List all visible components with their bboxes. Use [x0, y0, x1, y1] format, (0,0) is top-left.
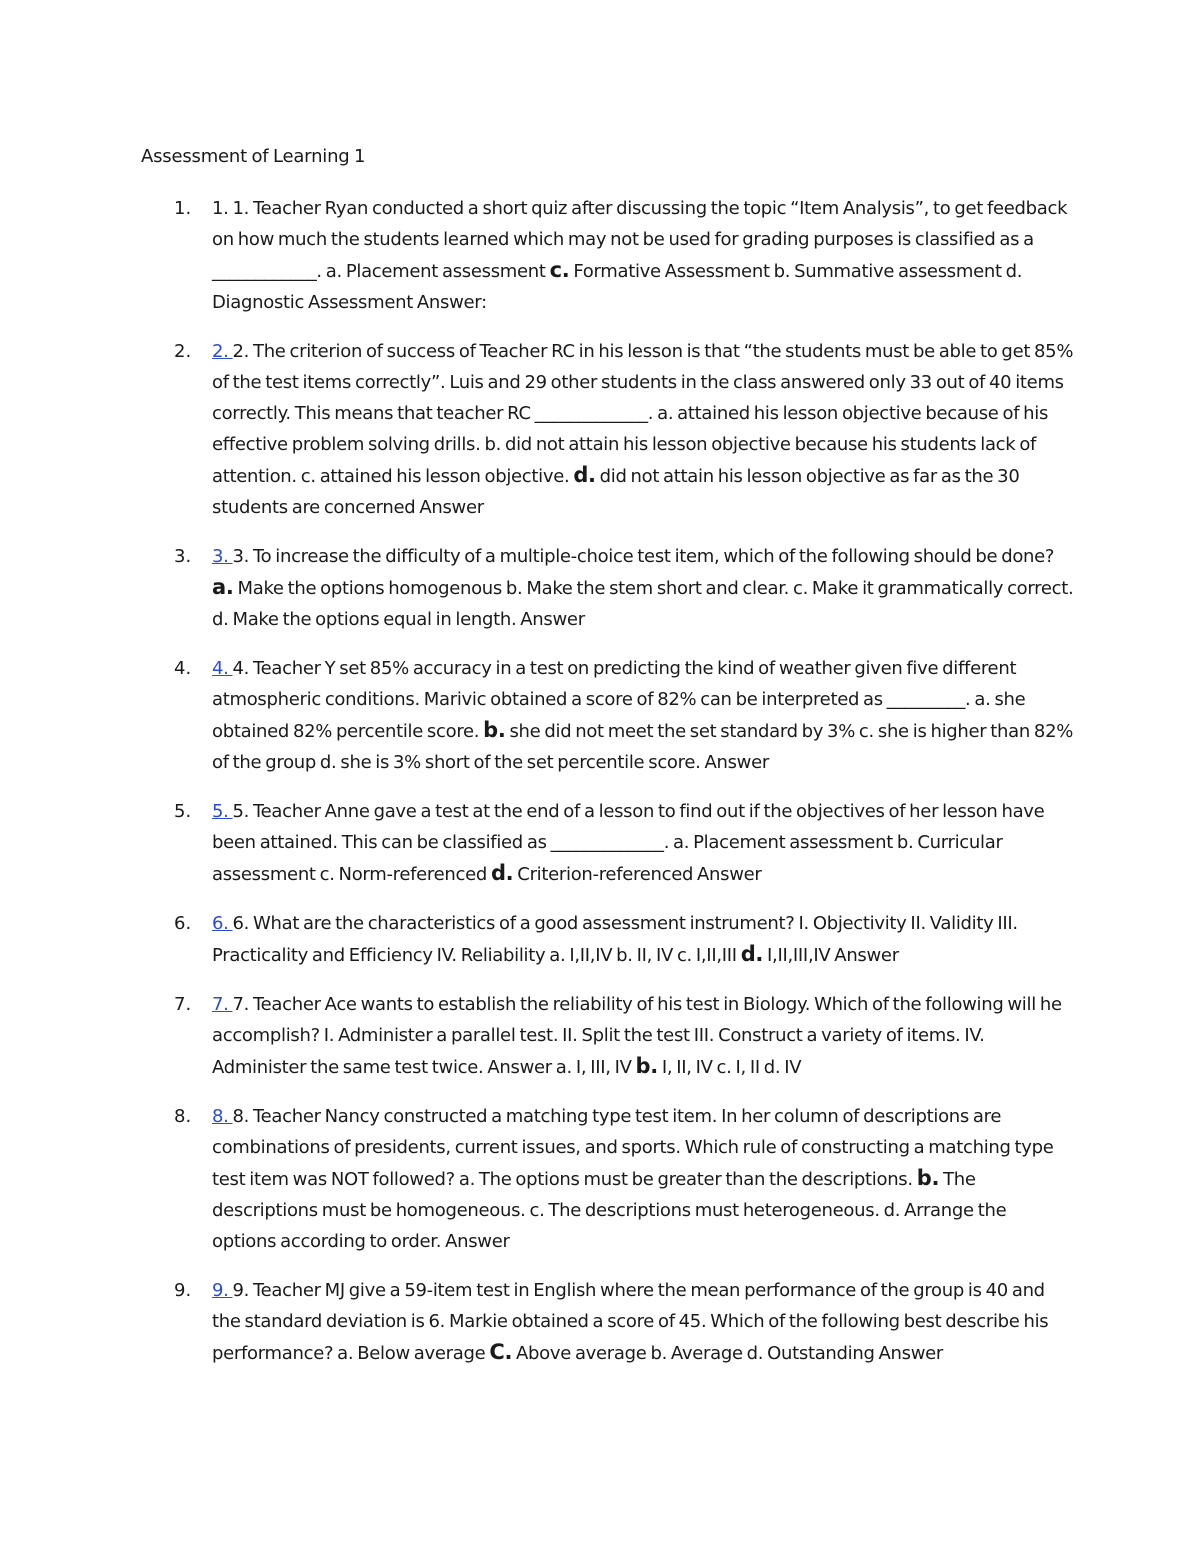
page-title: Assessment of Learning 1 [141, 146, 366, 167]
answer-letter: C. [489, 1340, 513, 1364]
question-text [212, 1275, 1074, 1369]
question-number: 3. [174, 546, 192, 567]
question-item [0, 1101, 1200, 1257]
question-options: I, II, IV c. I, II d. IV [657, 1057, 802, 1078]
question-link[interactable]: 5. [212, 801, 233, 822]
question-options: I,II,III,IV Answer [763, 945, 899, 966]
question-link[interactable]: 3. [212, 546, 233, 567]
question-stem: 1. 1. Teacher Ryan conducted a short quiz after discussing the topic “Item Analysis”, to get feedback on how much the students learned which may not be used for grading purposes is classified as a ____________. a. Placement assessment [212, 198, 1068, 282]
question-text [212, 193, 1074, 318]
question-link[interactable]: 8. [212, 1106, 233, 1127]
question-number: 2. [174, 341, 192, 362]
question-link[interactable]: 7. [212, 994, 233, 1015]
question-item [0, 653, 1200, 778]
answer-letter: b. [483, 718, 506, 742]
question-item [0, 1275, 1200, 1369]
question-options: did not attain his lesson objective as far as the 30 students are concerned Answer [212, 466, 1020, 518]
question-number: 4. [174, 658, 192, 679]
question-text [212, 336, 1074, 523]
question-text [212, 796, 1074, 890]
question-text [212, 653, 1074, 778]
answer-letter: c. [549, 258, 570, 282]
question-number: 5. [174, 801, 192, 822]
question-options: Make the options homogenous b. Make the stem short and clear. c. Make it grammatically correct. d. Make the options equal in length. Answer [212, 578, 1074, 630]
question-options: Above average b. Average d. Outstanding Answer [512, 1343, 944, 1364]
answer-letter: b. [916, 1166, 940, 1190]
question-stem: 9. Teacher MJ give a 59-item test in English where the mean performance of the group is 40 and the standard deviation is 6. Markie obtained a score of 45. Which of the following best describe his performance? a. Below average [212, 1280, 1049, 1364]
answer-letter: b. [635, 1054, 658, 1078]
question-options: she did not meet the set standard by 3% c. she is higher than 82% of the group d. she is 3% short of the set percentile score. Answer [212, 721, 1074, 773]
question-number: 6. [174, 913, 192, 934]
question-item [0, 989, 1200, 1083]
question-stem: 8. Teacher Nancy constructed a matching type test item. In her column of descriptions are combinations of presidents, current issues, and sports. Which rule of constructing a matching type test item was NOT followed? a. The options must be greater than the descriptions. [212, 1106, 1054, 1190]
question-item [0, 796, 1200, 890]
question-text [212, 1101, 1074, 1257]
question-link[interactable]: 4. [212, 658, 233, 679]
question-item [0, 336, 1200, 523]
question-link[interactable]: 9. [212, 1280, 233, 1301]
question-link[interactable]: 6. [212, 913, 233, 934]
question-text [212, 989, 1074, 1083]
question-number: 7. [174, 994, 192, 1015]
answer-letter: d. [490, 861, 514, 885]
question-item [0, 193, 1200, 318]
question-link[interactable]: 2. [212, 341, 233, 362]
question-item [0, 541, 1200, 635]
answer-letter: d. [740, 942, 764, 966]
question-options: Criterion-referenced Answer [513, 864, 762, 885]
question-number: 1. [174, 198, 192, 219]
answer-letter: a. [212, 575, 234, 599]
question-options: The descriptions must be homogeneous. c. The descriptions must heterogeneous. d. Arrange the options according to order. Answer [212, 1169, 1007, 1252]
question-stem: 6. What are the characteristics of a good assessment instrument? I. Objectivity II. Validity III. Practicality and Efficiency IV. Reliability a. I,II,IV b. II, IV c. I,II,III [212, 913, 1018, 966]
question-stem: 2. The criterion of success of Teacher RC in his lesson is that “the students must be able to get 85% of the test items correctly”. Luis and 29 other students in the class answered only 33 out of 40 items correctly. This means that teacher RC _____________. a. attained his lesson objective because of his effective problem solving drills. b. did not attain his lesson objective because his students lack of attention. c. attained his lesson objective. [212, 341, 1074, 487]
question-list [0, 193, 1200, 1387]
question-options: Formative Assessment b. Summative assessment d. Diagnostic Assessment Answer: [212, 261, 1023, 313]
question-number: 8. [174, 1106, 192, 1127]
question-text [212, 908, 1074, 971]
question-stem: 4. Teacher Y set 85% accuracy in a test on predicting the kind of weather given five different atmospheric conditions. Marivic obtained a score of 82% can be interpreted as _________. a. she obtained 82% percentile score. [212, 658, 1026, 742]
question-stem: 5. Teacher Anne gave a test at the end of a lesson to find out if the objectives of her lesson have been attained. This can be classified as _____________. a. Placement assessment b. Curricular assessment c. Norm-referenced [212, 801, 1045, 885]
answer-letter: d. [573, 463, 596, 487]
question-stem: 7. Teacher Ace wants to establish the reliability of his test in Biology. Which of the following will he accomplish? I. Administer a parallel test. II. Split the test III. Construct a variety of items. IV. Administer the same test twice. Answer a. I, III, IV [212, 994, 1062, 1078]
question-text [212, 541, 1074, 635]
question-number: 9. [174, 1280, 192, 1301]
question-item [0, 908, 1200, 971]
question-stem: 3. To increase the difficulty of a multiple-choice test item, which of the following should be done? [232, 546, 1055, 567]
